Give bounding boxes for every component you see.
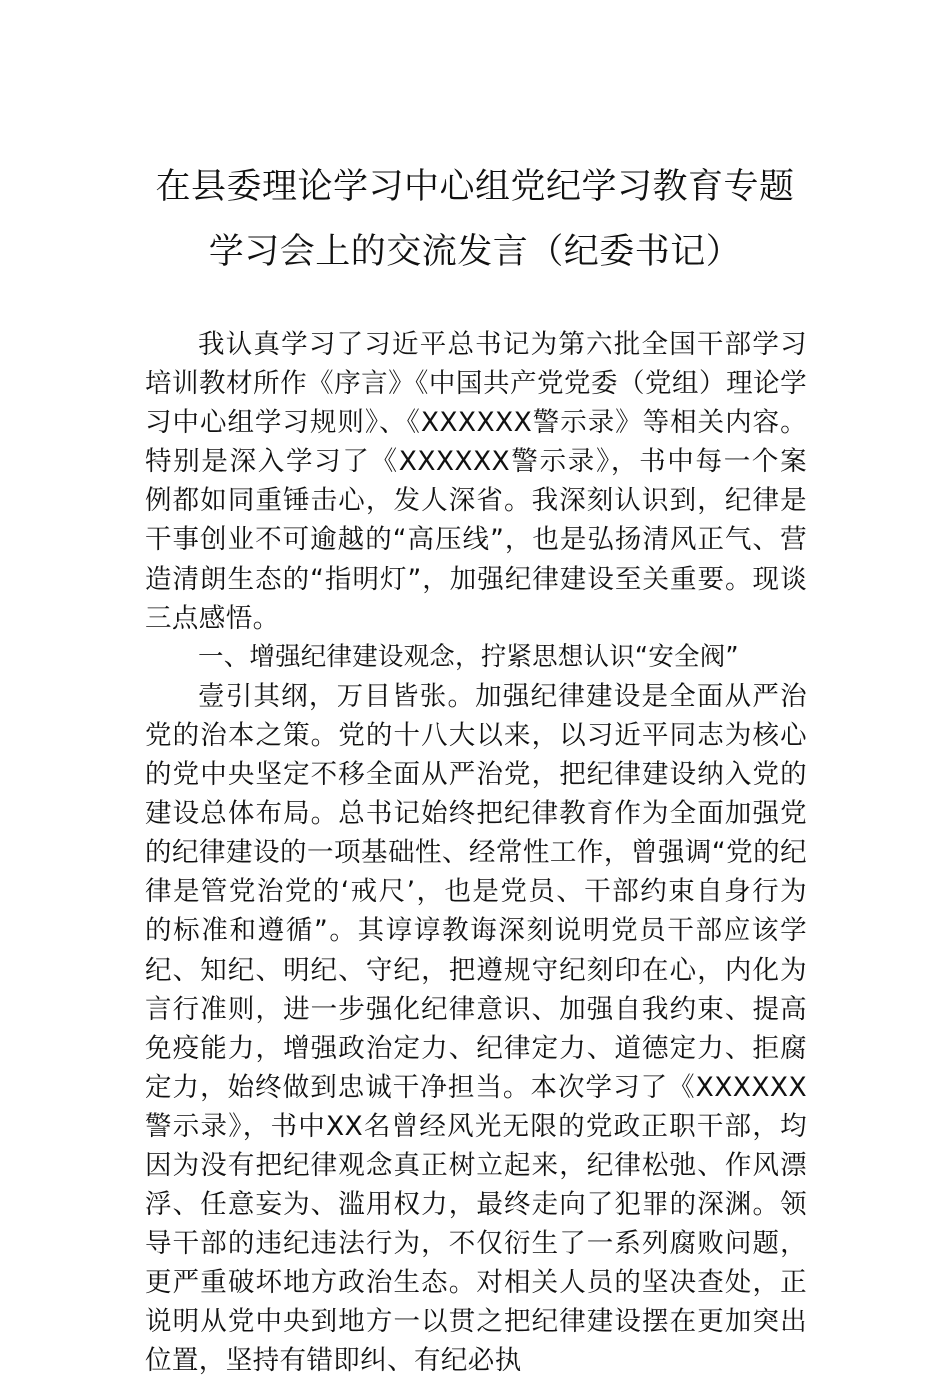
section-heading-1: 一、增强纪律建设观念，拧紧思想认识“安全阀” <box>198 641 739 672</box>
document-title-line-1: 在县委理论学习中心组党纪学习教育专题 <box>155 167 795 207</box>
document-body <box>145 325 807 1381</box>
intro-paragraph: 我认真学习了习近平总书记为第六批全国干部学习培训教材所作《序言》《中国共产党党委（党组）理论学习中心组学习规则》、《XXXXXX警示录》等相关内容。特别是深入学习了《XXXXXX警示录》，书中每一个案例都如同重锤击心，发人深省。我深刻认识到，纪律是干事创业不可逾越的“高压线”，也是弘扬清风正气、营造清朗生态的“指明灯”，加强纪律建设至关重要。现谈三点感悟。 <box>145 329 807 634</box>
section-1-paragraph: 壹引其纲，万目皆张。加强纪律建设是全面从严治党的治本之策。党的十八大以来，以习近平同志为核心的党中央坚定不移全面从严治党，把纪律建设纳入党的建设总体布局。总书记始终把纪律教育作为全面加强党的纪律建设的一项基础性、经常性工作，曾强调“党的纪律是管党治党的‘戒尺’，也是党员、干部约束自身行为的标准和遵循”。其谆谆教诲深刻说明党员干部应该学纪、知纪、明纪、守纪，把遵规守纪刻印在心，内化为言行准则，进一步强化纪律意识、加强自我约束、提高免疫能力，增强政治定力、纪律定力、道德定力、拒腐定力，始终做到忠诚干净担当。本次学习了《XXXXXX警示录》，书中XX名曾经风光无限的党政正职干部，均因为没有把纪律观念真正树立起来，纪律松弛、作风漂浮、任意妄为、滥用权力，最终走向了犯罪的深渊。领导干部的违纪违法行为，不仅衍生了一系列腐败问题，更严重破坏地方政治生态。对相关人员的坚决查处，正说明从党中央到地方一以贯之把纪律建设摆在更加突出位置，坚持有错即纠、有纪必执 <box>145 680 807 1377</box>
document-title-line-2: 学习会上的交流发言（纪委书记） <box>208 232 742 272</box>
